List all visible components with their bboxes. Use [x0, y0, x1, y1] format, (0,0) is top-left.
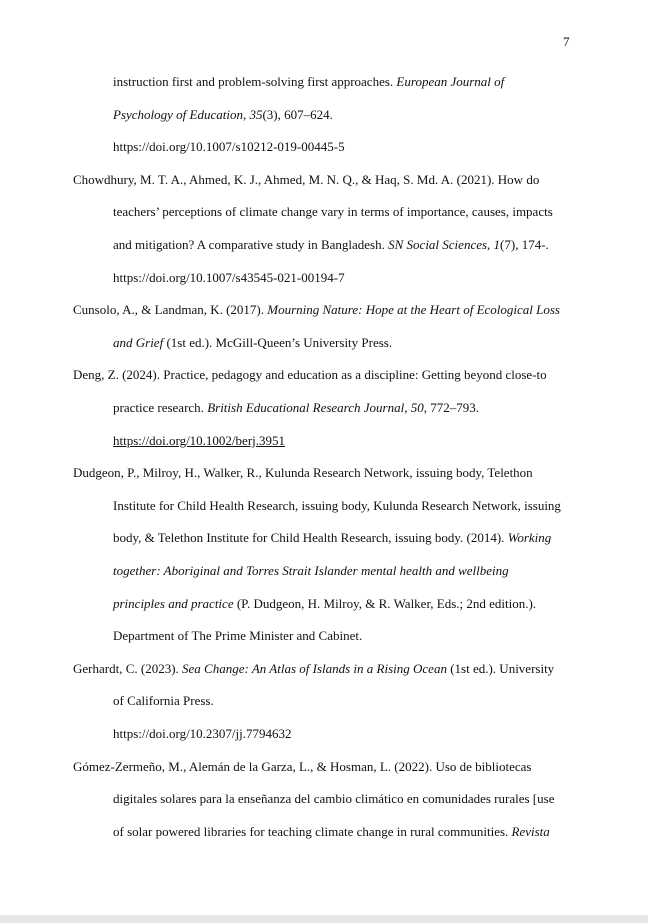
italic-text: Working: [507, 530, 552, 546]
reference-line: [113, 595, 536, 613]
reference-line: [113, 399, 479, 417]
italic-text: principles and practice: [113, 595, 234, 611]
text-run: ,: [242, 106, 250, 122]
text-run: Gómez-Zermeño, M., Alemán de la Garza, L., & Hosman, L. (2022). Uso de bibliotecas: [73, 758, 532, 774]
italic-text: and Grief: [113, 334, 164, 350]
text-run: Gerhardt, C. (2023).: [73, 660, 183, 676]
reference-line: [113, 269, 345, 287]
reference-line: [113, 529, 551, 547]
reference-line: [113, 692, 214, 710]
viewer-bottom-edge: [0, 915, 648, 923]
text-run: Department of The Prime Minister and Cabinet.: [113, 628, 363, 644]
text-run: (1st ed.). University: [446, 660, 555, 676]
reference-line: [113, 627, 362, 645]
reference-line: [73, 171, 539, 189]
text-run: ,: [487, 237, 494, 252]
doi-link[interactable]: https://doi.org/10.1002/berj.3951: [113, 432, 286, 448]
reference-line: [73, 366, 547, 384]
italic-text: 50: [410, 400, 424, 415]
reference-line: [73, 301, 560, 319]
text-run: (1st ed.). McGill-Queen’s University Press.: [163, 334, 393, 350]
reference-line: [113, 823, 550, 841]
text-run: Deng, Z. (2024). Practice, pedagogy and education as a discipline: Getting beyond close-to: [73, 367, 547, 383]
text-run: https://doi.org/10.1007/s43545-021-00194-7: [113, 269, 345, 285]
text-run: practice research.: [113, 400, 208, 415]
italic-text: Psychology of Education: [113, 106, 243, 122]
reference-line: [113, 203, 553, 221]
reference-line: [73, 660, 554, 678]
text-run: and mitigation? A comparative study in Bangladesh.: [113, 237, 389, 252]
text-run: of California Press.: [113, 693, 214, 709]
text-run: https://doi.org/10.2307/jj.7794632: [113, 726, 292, 741]
reference-line: [113, 334, 392, 352]
italic-text: SN Social Sciences: [388, 237, 488, 252]
reference-line: [113, 562, 509, 580]
reference-line: [113, 725, 292, 743]
reference-line: [113, 790, 554, 808]
text-run: Dudgeon, P., Milroy, H., Walker, R., Kulunda Research Network, issuing body, Telethon: [73, 465, 533, 481]
italic-text: British Educational Research Journal: [207, 400, 405, 415]
reference-line: [113, 236, 549, 254]
text-run: of solar powered libraries for teaching climate change in rural communities.: [113, 823, 512, 839]
text-run: Cunsolo, A., & Landman, K. (2017).: [73, 302, 268, 318]
text-run: (3), 607–624.: [262, 106, 333, 122]
text-run: digitales solares para la enseñanza del cambio climático en comunidades rurales [use: [113, 791, 555, 807]
text-run: teachers’ perceptions of climate change vary in terms of importance, causes, impacts: [113, 204, 553, 220]
italic-text: 1: [493, 237, 501, 252]
reference-line: [73, 464, 533, 482]
text-run: , 772–793.: [423, 400, 479, 415]
text-run: Institute for Child Health Research, issuing body, Kulunda Research Network, issuing: [113, 497, 561, 513]
text-run: body, & Telethon Institute for Child Health Research, issuing body. (2014).: [113, 530, 508, 546]
italic-text: Mourning Nature: Hope at the Heart of Ecological Loss: [267, 302, 560, 318]
reference-line: [113, 73, 504, 91]
page-number: 7: [563, 34, 570, 49]
reference-line: [113, 106, 333, 124]
text-run: (P. Dudgeon, H. Milroy, & R. Walker, Eds.; 2nd edition.).: [233, 595, 537, 611]
reference-line: [113, 497, 561, 515]
italic-text: European Journal of: [396, 74, 505, 89]
text-run: instruction first and problem-solving first approaches.: [113, 74, 397, 89]
text-run: https://doi.org/10.1007/s10212-019-00445-5: [113, 139, 345, 155]
italic-text: together: Aboriginal and Torres Strait Islander mental health and wellbeing: [113, 563, 509, 578]
text-run: (7), 174-.: [500, 237, 549, 252]
reference-line: [73, 758, 531, 776]
italic-text: 35: [249, 106, 263, 122]
reference-line: [113, 432, 285, 450]
italic-text: Sea Change: An Atlas of Islands in a Rising Ocean: [182, 660, 447, 676]
text-run: Chowdhury, M. T. A., Ahmed, K. J., Ahmed, M. N. Q., & Haq, S. Md. A. (2021). How do: [73, 171, 540, 187]
text-run: ,: [404, 400, 411, 415]
reference-line: [113, 138, 345, 156]
italic-text: Revista: [511, 823, 550, 839]
